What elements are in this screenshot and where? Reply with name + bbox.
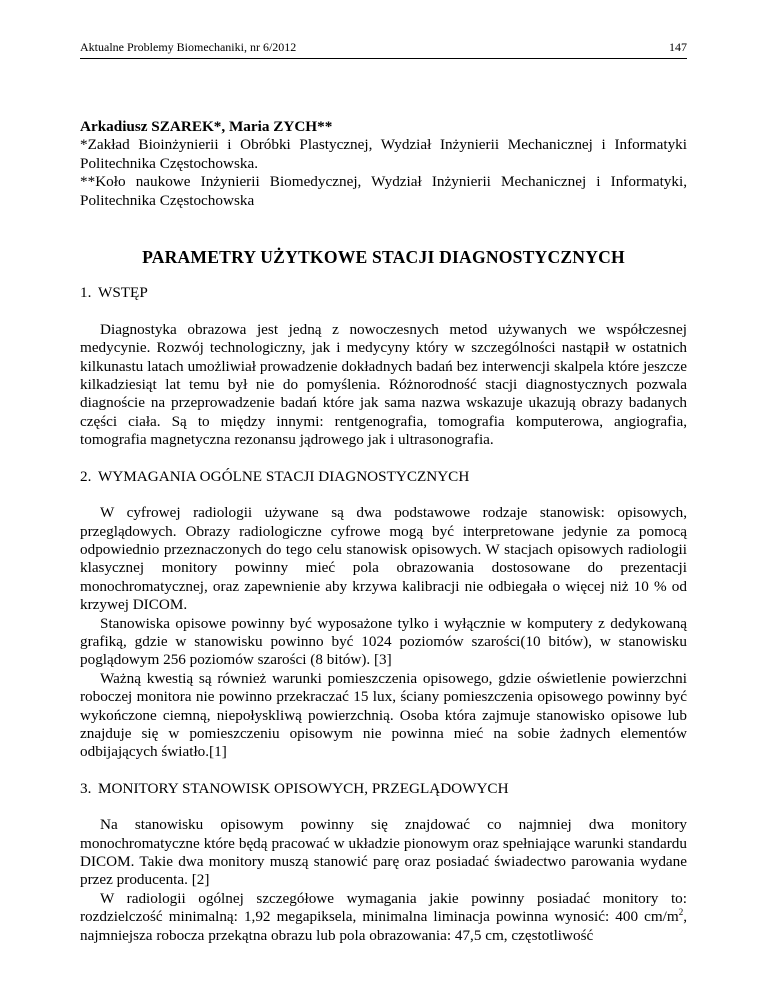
paragraph: Ważną kwestią są również warunki pomieszczenia opisowego, gdzie oświetlenie powierzchni roboczej monitora nie powinno przekraczać 15 lux, ściany pomieszczenia opisowego powinny być wykończone ciemną, niepołyskliwą powierzchnią. Osoba która zajmuje stanowisko opisowe lub znajduje się w pomieszczeniu opisowym nie powinna mieć na sobie żadnych elementów odbijających światło.[1] [80,669,687,761]
page-content [80,118,687,945]
section-title: WYMAGANIA OGÓLNE STACJI DIAGNOSTYCZNYCH [98,467,470,485]
section-heading [80,780,687,798]
paragraph: Stanowiska opisowe powinny być wyposażone tylko i wyłącznie w komputery z dedykowaną grafiką, gdzie w stanowisku powinno być 1024 poziomów szarości(10 bitów), w stanowisku poglądowym 256 poziomów szarości (8 bitów). [3] [80,614,687,669]
section-number: 1. [80,284,92,302]
paragraph: Diagnostyka obrazowa jest jedną z nowoczesnych metod używanych we współczesnej medycynie. Rozwój technologiczny, jak i medycyny który w szczególności nastąpił w ostatnich kilkunastu latach umożliwiał prowadzenie dokładnych badań bez interwencji skalpela które jeszcze kilkadziesiąt lat temu był nie do pomyślenia. Różnorodność stacji diagnostycznych pozwala diagnoście na przeprowadzenie badań które jak sama nazwa wskazuje ukazują obrazy badanych części ciała. Są to między innymi: rentgenografia, tomografia komputerowa, angiografia, tomografia magnetyczna rezonansu jądrowego jak i ultrasonografia. [80,320,687,449]
section-number: 3. [80,779,92,797]
text-run: W radiologii ogólnej szczegółowe wymagania jakie powinny posiadać monitory to: rozdzielczość minimalną: 1,92 megapiksela, minimalna liminacja powinna wynosić: 400 cm/m [80,889,687,926]
section-title: WSTĘP [98,284,148,302]
journal-name: Aktualne Problemy Biomechaniki, nr 6/2012 [80,40,297,54]
affiliation-1: *Zakład Bioinżynierii i Obróbki Plastycznej, Wydział Inżynierii Mechanicznej i Informatyki Politechnika Częstochowska. [80,136,687,172]
section-introduction [80,284,687,449]
section-title: MONITORY STANOWISK OPISOWYCH, PRZEGLĄDOWYCH [98,779,509,797]
page-number: 147 [669,40,687,54]
paragraph: Na stanowisku opisowym powinny się znajdować co najmniej dwa monitory monochromatyczne które będą pracować w układzie pionowym oraz spełniające warunki standardu DICOM. Takie dwa monitory muszą stanowić parę oraz posiadać świadectwo parowania wydane przez producenta. [2] [80,816,687,889]
superscript: 2 [678,907,684,918]
section-monitors [80,780,687,945]
paragraph [80,890,687,945]
paper-title: PARAMETRY UŻYTKOWE STACJI DIAGNOSTYCZNYCH [142,247,625,268]
running-header [80,40,687,59]
author-list: Arkadiusz SZAREK*, Maria ZYCH** [80,118,333,135]
paragraph: W cyfrowej radiologii używane są dwa podstawowe rodzaje stanowisk: opisowych, przeglądowych. Obrazy radiologiczne cyfrowe mogą być interpretowane jedynie za pomocą odpowiednio przeznaczonych do tego celu stanowisk opisowych. W stacjach opisowych radiologii klasycznej monitory powinny mieć pola obrazowania dostosowane do prezentacji monochromatycznej, oraz zapewnienie aby krzywa kalibracji nie odbiegała o więcej niż 10 % od krzywej DICOM. [80,504,687,614]
section-heading [80,284,687,302]
affiliation-2: **Koło naukowe Inżynierii Biomedycznej, Wydział Inżynierii Mechanicznej i Informatyki, Politechnika Częstochowska [80,173,687,209]
section-heading [80,468,687,486]
text-run: , najmniejsza robocza przekątna obrazu lub pola obrazowania: 47,5 cm, częstotliwość [80,908,687,944]
section-number: 2. [80,467,92,485]
section-general-requirements [80,468,687,762]
